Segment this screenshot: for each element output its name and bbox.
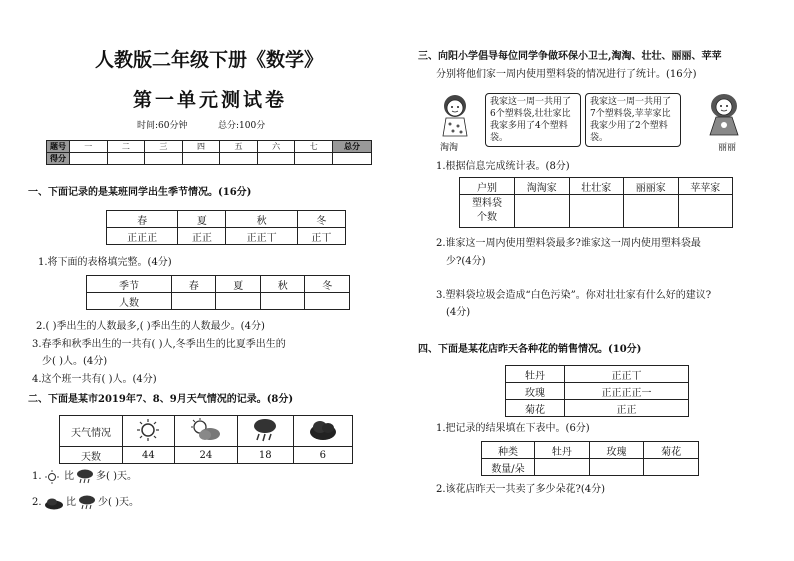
- score-cell: 三: [145, 141, 183, 153]
- weather-cell: [123, 416, 175, 447]
- answer-cell[interactable]: [624, 195, 679, 228]
- q3-part2: 2.谁家这一周内使用塑料袋最多?谁家这一周内使用塑料袋最: [436, 238, 701, 249]
- answer-cell[interactable]: [589, 459, 644, 476]
- score-cell: 题号: [47, 141, 70, 153]
- q1-part2: 2.( )季出生的人数最多,( )季出生的人数最少。(4分): [36, 321, 265, 332]
- score-cell: 一: [70, 141, 108, 153]
- tally-cell: 正丅: [297, 228, 345, 245]
- q2-part2-compare: 比: [66, 497, 76, 508]
- q2-part1-number: 1.: [32, 471, 42, 482]
- row-label-line2: 个数: [477, 212, 497, 223]
- rain-cloud-icon: [76, 469, 94, 484]
- answer-cell[interactable]: [678, 195, 733, 228]
- girl-taotao-illustration: [438, 93, 472, 139]
- answer-cell[interactable]: [171, 293, 216, 310]
- header-cell: 壮壮家: [569, 178, 624, 195]
- q3-part3: 3.塑料袋垃圾会造成“白色污染”。你对壮壮家有什么好的建议?: [436, 290, 712, 301]
- tally-cell: 正正丅: [226, 228, 297, 245]
- rain-cloud-icon: [78, 495, 96, 510]
- sun-icon: [44, 470, 60, 484]
- score-blank[interactable]: [107, 153, 145, 165]
- header-cell: 菊花: [644, 442, 699, 459]
- season-cell: 夏: [178, 211, 226, 228]
- flower-cell: 玫瑰: [506, 383, 565, 400]
- answer-cell[interactable]: [216, 293, 261, 310]
- score-blank[interactable]: [295, 153, 333, 165]
- score-blank[interactable]: [333, 153, 372, 165]
- q1-heading: 一、下面记录的是某班同学出生季节情况。(16分): [28, 187, 252, 198]
- q3-part3-cont: (4分): [446, 307, 471, 318]
- score-table-score-row: [47, 153, 372, 165]
- weather-cell: [174, 416, 237, 447]
- flower-count-table: [481, 441, 699, 476]
- exam-total-score: 总分:100分: [218, 121, 266, 131]
- days-cell: 44: [123, 447, 175, 464]
- q3-part1: 1.根据信息完成统计表。(8分): [436, 161, 570, 172]
- row-label: [460, 195, 515, 228]
- sun-icon: [135, 418, 161, 442]
- rain-cloud-icon: [251, 417, 279, 443]
- days-cell: 18: [238, 447, 294, 464]
- answer-cell[interactable]: [535, 459, 590, 476]
- score-blank[interactable]: [145, 153, 183, 165]
- q3-heading: 三、向阳小学倡导每位同学争做环保小卫士,淘淘、壮壮、丽丽、苹苹: [418, 51, 722, 62]
- row-label: 人数: [87, 293, 172, 310]
- season-cell: 冬: [297, 211, 345, 228]
- q2-heading: 二、下面是某市2019年7、8、9月天气情况的记录。(8分): [28, 394, 294, 405]
- weather-cell: [293, 416, 352, 447]
- header-cell: 丽丽家: [624, 178, 679, 195]
- season-cell: 春: [107, 211, 178, 228]
- page-subtitle: 第一单元测试卷: [133, 89, 288, 111]
- row-label: 数量/朵: [482, 459, 535, 476]
- tally-cell: 正正: [565, 400, 689, 417]
- girl-lili-illustration: [706, 92, 742, 138]
- dark-cloud-icon: [44, 498, 64, 510]
- row-label-line1: 塑料袋: [472, 198, 502, 209]
- season-cell: 秋: [226, 211, 297, 228]
- score-table: [46, 140, 372, 165]
- score-cell: 五: [220, 141, 258, 153]
- tally-cell: 正正正正一: [565, 383, 689, 400]
- q1-part4: 4.这个班一共有( )人。(4分): [32, 374, 157, 385]
- score-table-header-row: [47, 141, 372, 153]
- score-blank[interactable]: [257, 153, 295, 165]
- q1-part3: 3.春季和秋季出生的一共有( )人,冬季出生的比夏季出生的: [32, 339, 286, 350]
- score-cell: 七: [295, 141, 333, 153]
- header-cell: 季节: [87, 276, 172, 293]
- score-cell: 四: [182, 141, 220, 153]
- answer-cell[interactable]: [305, 293, 350, 310]
- q3-heading-cont: 分别将他们家一周内使用塑料袋的情况进行了统计。(16分): [436, 69, 697, 80]
- row-label: 天气情况: [60, 416, 123, 447]
- header-cell: 冬: [305, 276, 350, 293]
- q4-part1: 1.把记录的结果填在下表中。(6分): [436, 423, 590, 434]
- page-title: 人教版二年级下册《数学》: [95, 49, 324, 71]
- score-cell: 二: [107, 141, 145, 153]
- answer-cell[interactable]: [644, 459, 699, 476]
- score-cell: 六: [257, 141, 295, 153]
- header-cell: 户别: [460, 178, 515, 195]
- flower-cell: 菊花: [506, 400, 565, 417]
- q2-part1-compare: 比: [64, 471, 74, 482]
- q4-part2: 2.该花店昨天一共卖了多少朵花?(4分): [436, 484, 606, 495]
- score-blank[interactable]: [182, 153, 220, 165]
- header-cell: 夏: [216, 276, 261, 293]
- score-blank[interactable]: [220, 153, 258, 165]
- tally-cell: 正正: [178, 228, 226, 245]
- q1-fill-table: [86, 275, 350, 310]
- speech-bubble-lili: 我家这一周一共用了7个塑料袋,苹苹家比我家少用了2个塑料袋。: [585, 93, 681, 147]
- weather-table: [59, 415, 353, 464]
- q1-part3-cont: 少( )人。(4分): [42, 356, 108, 367]
- header-cell: 玫瑰: [589, 442, 644, 459]
- q2-part2-number: 2.: [32, 497, 42, 508]
- q4-heading: 四、下面是某花店昨天各种花的销售情况。(10分): [418, 344, 642, 355]
- score-blank[interactable]: [70, 153, 108, 165]
- q1-tally-table: [106, 210, 346, 245]
- header-cell: 春: [171, 276, 216, 293]
- answer-cell[interactable]: [569, 195, 624, 228]
- dark-cloud-icon: [308, 419, 338, 441]
- q2-part1-text: 多( )天。: [96, 471, 137, 482]
- cloud-sun-icon: [190, 418, 222, 442]
- q2-part2-text: 少( )天。: [98, 497, 139, 508]
- flower-tally-table: [505, 365, 689, 417]
- score-cell: 得分: [47, 153, 70, 165]
- plastic-bag-table: [459, 177, 733, 228]
- header-cell: 牡丹: [535, 442, 590, 459]
- name-taotao: 淘淘: [440, 143, 459, 153]
- days-cell: 24: [174, 447, 237, 464]
- header-cell: 秋: [260, 276, 305, 293]
- header-cell: 苹苹家: [678, 178, 733, 195]
- row-label: 天数: [60, 447, 123, 464]
- header-cell: 淘淘家: [515, 178, 570, 195]
- flower-cell: 牡丹: [506, 366, 565, 383]
- speech-bubble-taotao: 我家这一周一共用了6个塑料袋,壮壮家比我家多用了4个塑料袋。: [485, 93, 581, 147]
- answer-cell[interactable]: [260, 293, 305, 310]
- q3-part2-cont: 少?(4分): [446, 256, 486, 267]
- name-lili: 丽丽: [718, 143, 737, 153]
- score-cell: 总分: [333, 141, 372, 153]
- exam-time: 时间:60分钟: [137, 121, 188, 131]
- weather-cell: [238, 416, 294, 447]
- q1-part1: 1.将下面的表格填完整。(4分): [38, 257, 172, 268]
- answer-cell[interactable]: [515, 195, 570, 228]
- days-cell: 6: [293, 447, 352, 464]
- header-cell: 种类: [482, 442, 535, 459]
- tally-cell: 正正正: [107, 228, 178, 245]
- tally-cell: 正正丅: [565, 366, 689, 383]
